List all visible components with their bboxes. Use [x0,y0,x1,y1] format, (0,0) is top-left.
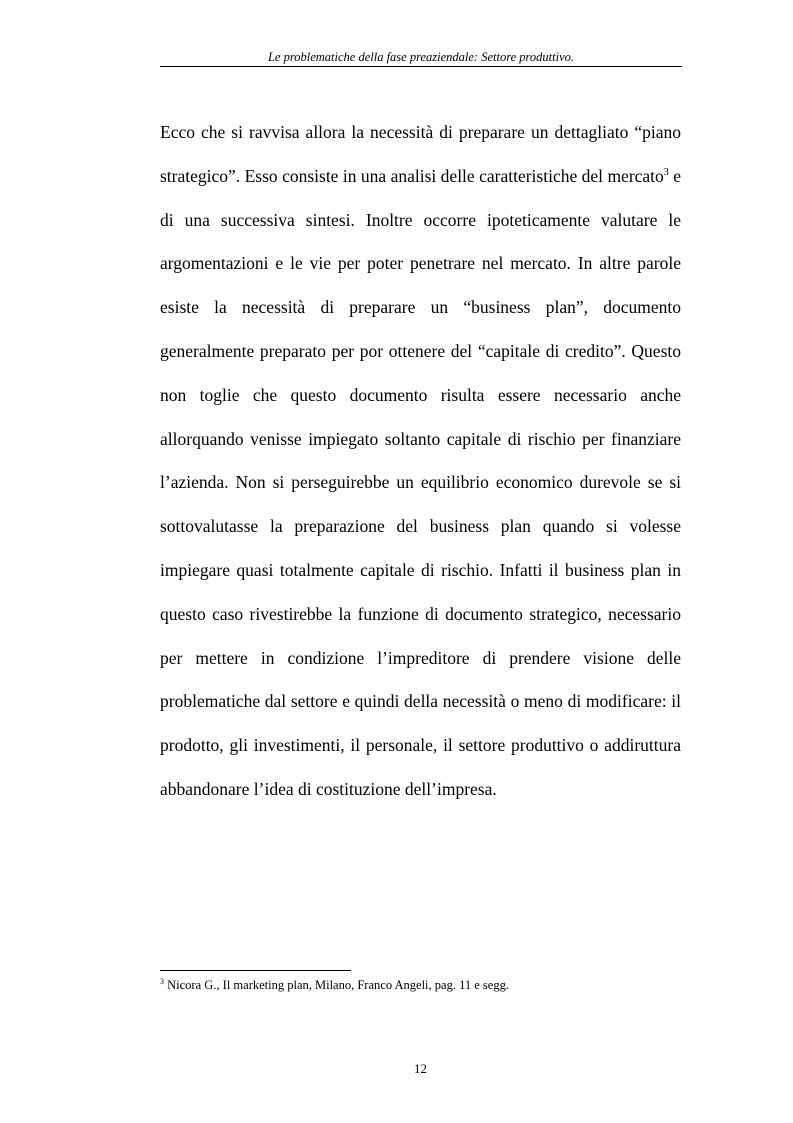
header-rule [160,66,682,67]
body-paragraph [160,111,681,812]
body-text-part-1: Ecco che si ravvisa allora la necessità di preparare un dettagliato “piano strategico”. Esso consiste in una analisi delle caratteristiche del mercato [160,122,681,186]
running-header: Le problematiche della fase preaziendale: Settore produttivo. [267,50,575,64]
footnote-number: 3 [160,977,164,986]
footnote [160,977,681,993]
body-text-part-2: e di una successiva sintesi. Inoltre occorre ipoteticamente valutare le argomentazioni e le vie per poter penetrare nel mercato. In altre parole esiste la necessità di preparare un “business plan”, documento generalmente preparato per por ottenere del “capitale di credito”. Questo non toglie che questo documento risulta essere necessario anche allorquando venisse impiegato soltanto capitale di rischio per finanziare l’azienda. Non si perseguirebbe un equilibrio economico durevole se si sottovalutasse la preparazione del business plan quando si volesse impiegare quasi totalmente capitale di rischio. Infatti il business plan in questo caso rivestirebbe la funzione di documento strategico, necessario per mettere in condizione l’impreditore di prendere visione delle problematiche dal settore e quindi della necessità o meno di modificare: il prodotto, gli investimenti, il personale, il settore produttivo o addiruttura abbandonare l’idea di costituzione dell’impresa. [160,165,681,799]
footnote-text: Nicora G., Il marketing plan, Milano, Franco Angeli, pag. 11 e segg. [164,978,509,992]
footnote-rule [160,970,351,971]
footnote-reference[interactable]: 3 [663,166,669,178]
page-number: 12 [414,1061,427,1076]
